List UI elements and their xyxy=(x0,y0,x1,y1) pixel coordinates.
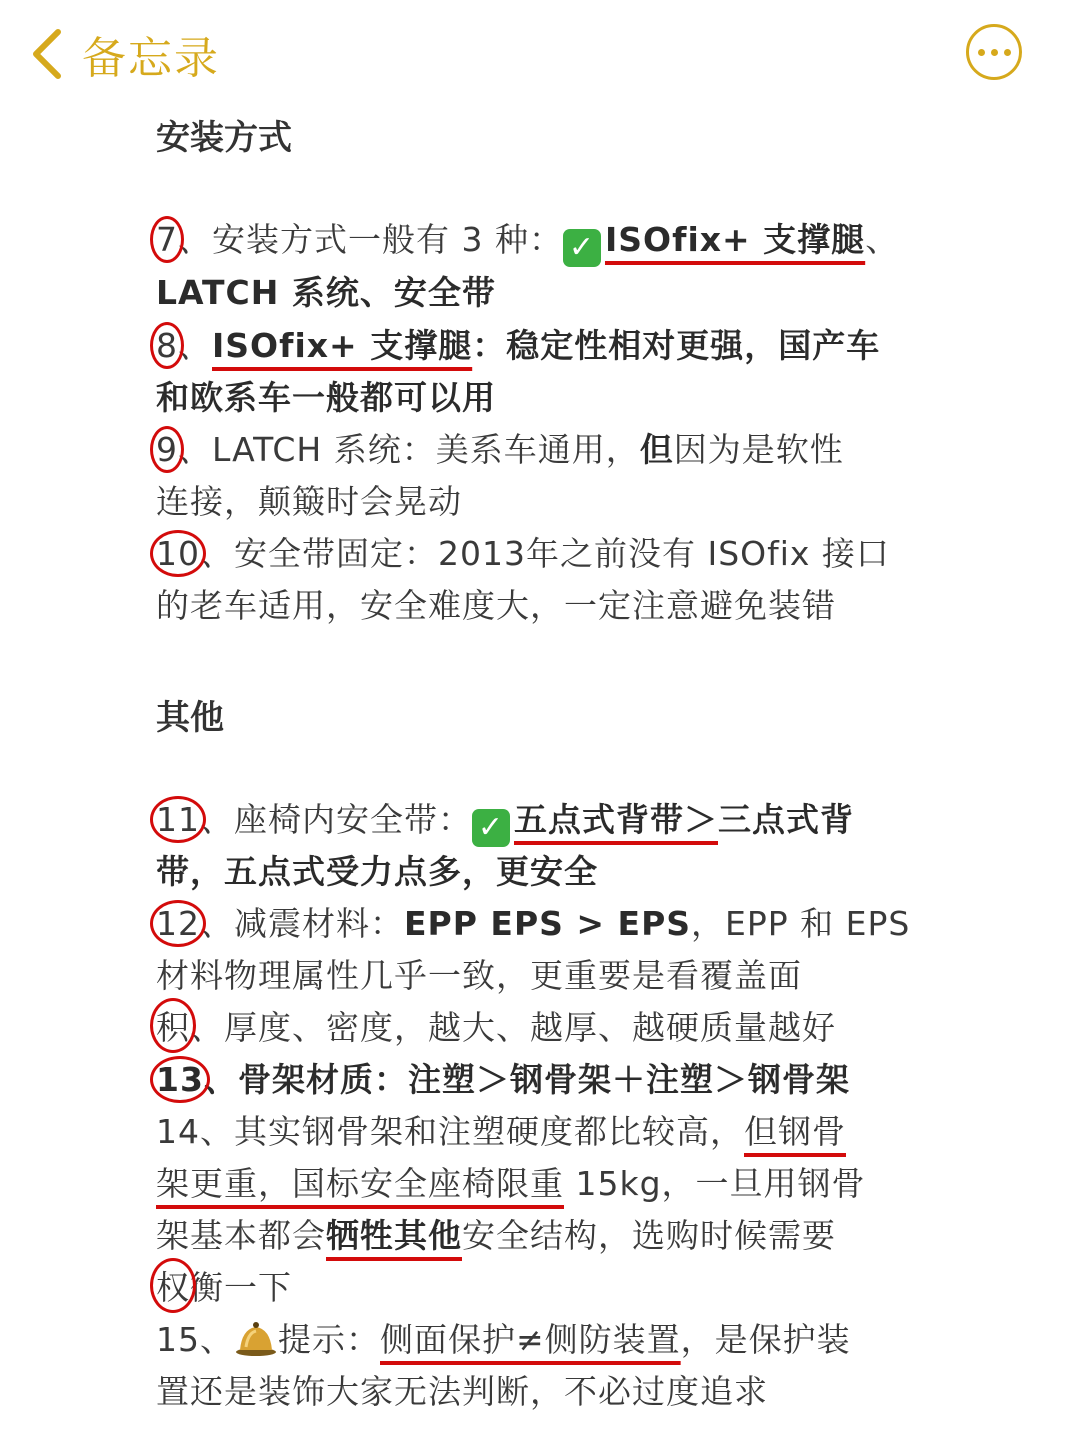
item11-text2: 三点式背 xyxy=(718,800,854,839)
item10-text: 、安全带固定：2013年之前没有 ISOfix 接口 xyxy=(200,534,890,573)
note-line-10b: 的老车适用，安全难度大，一定注意避免装错 xyxy=(156,586,836,625)
note-line-12a xyxy=(156,898,910,945)
note-line-13 xyxy=(156,1054,850,1101)
item9-text3: 因为是软性 xyxy=(673,430,844,469)
note-line-9a xyxy=(156,424,844,471)
item15-text3: ，是保护装 xyxy=(680,1320,851,1359)
back-label: 备忘录 xyxy=(82,33,220,84)
item8-text: 、 xyxy=(178,326,212,365)
item14-emphasis3: 牺牲其他 xyxy=(326,1216,462,1255)
item15-emphasis: 侧面保护≠侧防装置 xyxy=(380,1320,681,1359)
note-line-12b: 材料物理属性几乎一致，更重要是看覆盖面 xyxy=(156,956,802,995)
note-line-14c xyxy=(156,1210,836,1257)
item7-text: 、安装方式一般有 3 种： xyxy=(178,220,563,259)
circled-number-7: 7 xyxy=(156,220,178,259)
item7-text2: 、 xyxy=(865,220,900,259)
circled-number-12: 12 xyxy=(156,904,200,943)
circled-number-10: 10 xyxy=(156,534,200,573)
note-line-15b: 置还是装饰大家无法判断，不必过度追求 xyxy=(156,1372,768,1411)
item15-text2: 提示： xyxy=(278,1320,380,1359)
circled-number-13: 13 xyxy=(156,1060,204,1099)
circled-char-quan: 权 xyxy=(156,1262,190,1309)
item14-text5: 衡一下 xyxy=(190,1268,292,1307)
item12-text: 、减震材料： xyxy=(200,904,404,943)
checkmark-icon: ✓ xyxy=(563,229,601,267)
item12-text5: 、厚度、密度，越大、越厚、越硬质量越好 xyxy=(190,1008,836,1047)
item14-text: 14、其实钢骨架和注塑硬度都比较高， xyxy=(156,1112,744,1151)
note-line-9b: 连接，颠簸时会晃动 xyxy=(156,482,462,521)
item12-text2: EPP EPS > EPS xyxy=(404,904,692,943)
note-line-8b: 和欧系车一般都可以用 xyxy=(156,378,496,417)
more-dot xyxy=(978,49,985,56)
bell-icon xyxy=(234,1317,278,1357)
back-button[interactable] xyxy=(28,22,220,86)
note-line-14b xyxy=(156,1158,866,1205)
more-dot xyxy=(991,49,998,56)
item9-text2: 但 xyxy=(639,430,674,469)
item14-text3: 架基本都会 xyxy=(156,1216,326,1255)
item14-emphasis1: 但钢骨 xyxy=(744,1112,846,1151)
item12-text3: ，EPP 和 EPS xyxy=(691,904,911,943)
item11-text4: 受力点多，更安全 xyxy=(326,852,598,891)
chevron-left-icon xyxy=(28,26,68,82)
item8-emphasis: ISOfix+ 支撑腿 xyxy=(212,326,473,365)
section-title-other: 其他 xyxy=(156,698,224,738)
note-line-15a xyxy=(156,1314,851,1361)
circled-char-ji: 积 xyxy=(156,1002,190,1049)
item11-emphasis: 五点式背带＞ xyxy=(514,800,718,839)
more-button[interactable] xyxy=(966,24,1022,80)
checkmark-icon: ✓ xyxy=(472,809,510,847)
more-dot xyxy=(1004,49,1011,56)
note-line-11b xyxy=(156,846,598,893)
note-line-7b: LATCH 系统、安全带 xyxy=(156,273,496,312)
navigation-bar xyxy=(0,0,1080,110)
item14-text4: 安全结构，选购时候需要 xyxy=(462,1216,836,1255)
note-line-7a xyxy=(156,214,899,267)
item8-text2: ：稳定性相对更强，国产车 xyxy=(472,326,881,365)
circled-number-11: 11 xyxy=(156,800,200,839)
item11-text: 、座椅内安全带： xyxy=(200,800,472,839)
note-line-8a xyxy=(156,320,880,367)
note-line-14a xyxy=(156,1106,846,1153)
item14-text2: 15kg，一旦用钢骨 xyxy=(564,1164,866,1203)
item11-text3: 带，五点式 xyxy=(156,852,326,891)
note-line-12c xyxy=(156,1002,836,1049)
item13-text: 、骨架材质：注塑＞钢骨架＋注塑＞钢骨架 xyxy=(203,1060,850,1099)
note-line-14d xyxy=(156,1262,292,1309)
item14-emphasis2: 架更重，国标安全座椅限重 xyxy=(156,1164,564,1203)
section-title-install: 安装方式 xyxy=(156,118,292,158)
item15-text: 15、 xyxy=(156,1320,234,1359)
note-line-11a xyxy=(156,794,854,847)
circled-number-9: 9 xyxy=(156,430,178,469)
circled-number-8: 8 xyxy=(156,326,178,365)
note-line-10a xyxy=(156,528,890,575)
item7-emphasis: ISOfix+ 支撑腿 xyxy=(604,220,866,259)
item9-text: 、LATCH 系统：美系车通用， xyxy=(178,430,640,469)
